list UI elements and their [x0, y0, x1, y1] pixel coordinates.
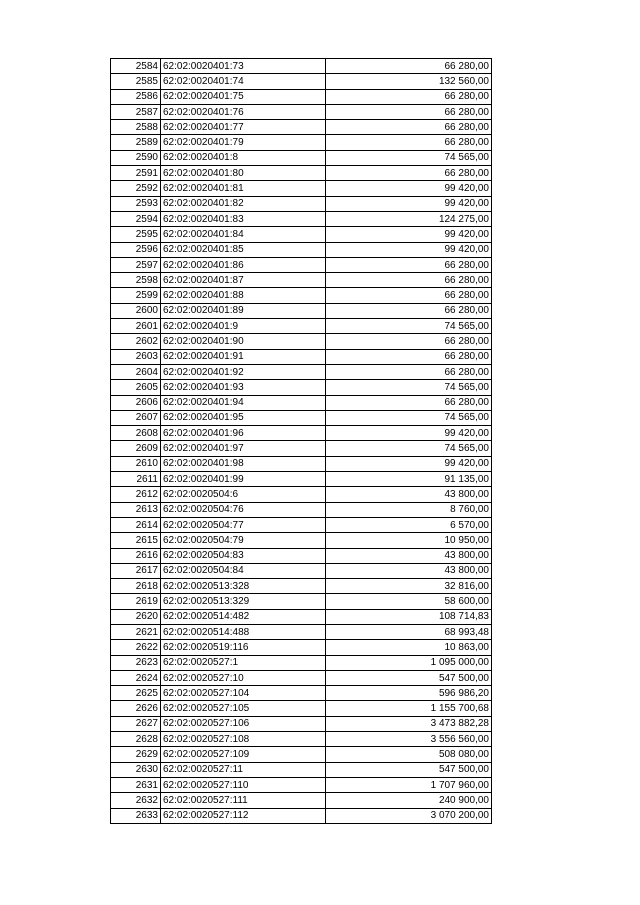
row-number: 2597: [111, 257, 161, 272]
row-number: 2626: [111, 701, 161, 716]
cadastral-value: 1 155 700,68: [326, 701, 492, 716]
cadastral-number: 62:02:0020527:105: [161, 701, 326, 716]
cadastral-value: 1 095 000,00: [326, 655, 492, 670]
table-row: [111, 380, 492, 395]
cadastral-number: 62:02:0020401:77: [161, 120, 326, 135]
row-number: 2633: [111, 808, 161, 823]
row-number: 2590: [111, 150, 161, 165]
table-row: [111, 89, 492, 104]
cadastral-number: 62:02:0020504:6: [161, 487, 326, 502]
cadastral-number: 62:02:0020401:99: [161, 472, 326, 487]
cadastral-value: 66 280,00: [326, 59, 492, 74]
row-number: 2596: [111, 242, 161, 257]
row-number: 2630: [111, 762, 161, 777]
table-row: [111, 487, 492, 502]
row-number: 2594: [111, 211, 161, 226]
table-row: [111, 426, 492, 441]
row-number: 2607: [111, 410, 161, 425]
cadastral-value: 66 280,00: [326, 349, 492, 364]
row-number: 2608: [111, 426, 161, 441]
table-row: [111, 150, 492, 165]
row-number: 2625: [111, 686, 161, 701]
table-row: [111, 441, 492, 456]
cadastral-number: 62:02:0020401:73: [161, 59, 326, 74]
table-row: [111, 609, 492, 624]
row-number: 2613: [111, 502, 161, 517]
cadastral-number: 62:02:0020401:87: [161, 273, 326, 288]
table-row: [111, 273, 492, 288]
cadastral-value: 43 800,00: [326, 487, 492, 502]
cadastral-number: 62:02:0020401:75: [161, 89, 326, 104]
table-row: [111, 364, 492, 379]
cadastral-value: 99 420,00: [326, 181, 492, 196]
cadastral-value: 99 420,00: [326, 456, 492, 471]
cadastral-value: 74 565,00: [326, 441, 492, 456]
cadastral-number: 62:02:0020527:106: [161, 716, 326, 731]
row-number: 2593: [111, 196, 161, 211]
cadastral-value: 108 714,83: [326, 609, 492, 624]
cadastral-value: 8 760,00: [326, 502, 492, 517]
cadastral-value: 547 500,00: [326, 670, 492, 685]
cadastral-number: 62:02:0020401:93: [161, 380, 326, 395]
cadastral-number: 62:02:0020401:80: [161, 166, 326, 181]
table-row: [111, 104, 492, 119]
table-row: [111, 579, 492, 594]
table-row: [111, 701, 492, 716]
table-row: [111, 59, 492, 74]
table-row: [111, 808, 492, 823]
cadastral-value: 68 993,48: [326, 624, 492, 639]
cadastral-value: 547 500,00: [326, 762, 492, 777]
table-row: [111, 319, 492, 334]
cadastral-number: 62:02:0020527:104: [161, 686, 326, 701]
cadastral-value: 43 800,00: [326, 563, 492, 578]
cadastral-value: 6 570,00: [326, 517, 492, 532]
table-row: [111, 196, 492, 211]
table-row: [111, 533, 492, 548]
cadastral-number: 62:02:0020401:74: [161, 74, 326, 89]
row-number: 2603: [111, 349, 161, 364]
row-number: 2616: [111, 548, 161, 563]
cadastral-number: 62:02:0020527:109: [161, 747, 326, 762]
cadastral-number: 62:02:0020401:76: [161, 104, 326, 119]
cadastral-number: 62:02:0020401:79: [161, 135, 326, 150]
cadastral-value: 99 420,00: [326, 227, 492, 242]
cadastral-number: 62:02:0020504:76: [161, 502, 326, 517]
row-number: 2618: [111, 579, 161, 594]
cadastral-number: 62:02:0020514:482: [161, 609, 326, 624]
row-number: 2600: [111, 303, 161, 318]
row-number: 2622: [111, 640, 161, 655]
cadastral-number: 62:02:0020401:9: [161, 319, 326, 334]
cadastral-number: 62:02:0020401:86: [161, 257, 326, 272]
row-number: 2605: [111, 380, 161, 395]
table-row: [111, 762, 492, 777]
table-row: [111, 166, 492, 181]
table-row: [111, 655, 492, 670]
cadastral-value: 596 986,20: [326, 686, 492, 701]
cadastral-number: 62:02:0020401:8: [161, 150, 326, 165]
cadastral-value: 66 280,00: [326, 303, 492, 318]
row-number: 2602: [111, 334, 161, 349]
row-number: 2629: [111, 747, 161, 762]
table-row: [111, 732, 492, 747]
cadastral-value: 66 280,00: [326, 334, 492, 349]
cadastral-value: 1 707 960,00: [326, 777, 492, 792]
row-number: 2609: [111, 441, 161, 456]
cadastral-number: 62:02:0020527:110: [161, 777, 326, 792]
table-row: [111, 349, 492, 364]
table-row: [111, 242, 492, 257]
row-number: 2614: [111, 517, 161, 532]
cadastral-value: 74 565,00: [326, 410, 492, 425]
cadastral-value: 240 900,00: [326, 793, 492, 808]
cadastral-value: 66 280,00: [326, 364, 492, 379]
row-number: 2604: [111, 364, 161, 379]
cadastral-value: 10 950,00: [326, 533, 492, 548]
row-number: 2599: [111, 288, 161, 303]
row-number: 2591: [111, 166, 161, 181]
row-number: 2611: [111, 472, 161, 487]
cadastral-number: 62:02:0020504:83: [161, 548, 326, 563]
row-number: 2585: [111, 74, 161, 89]
cadastral-value: 132 560,00: [326, 74, 492, 89]
table-body: [111, 59, 492, 824]
row-number: 2627: [111, 716, 161, 731]
cadastral-number: 62:02:0020401:90: [161, 334, 326, 349]
cadastral-number: 62:02:0020401:97: [161, 441, 326, 456]
row-number: 2589: [111, 135, 161, 150]
row-number: 2612: [111, 487, 161, 502]
cadastral-number: 62:02:0020504:84: [161, 563, 326, 578]
cadastral-number: 62:02:0020527:111: [161, 793, 326, 808]
cadastre-value-table: [110, 58, 492, 824]
row-number: 2610: [111, 456, 161, 471]
table-row: [111, 594, 492, 609]
cadastral-value: 10 863,00: [326, 640, 492, 655]
cadastral-value: 66 280,00: [326, 104, 492, 119]
cadastral-value: 508 080,00: [326, 747, 492, 762]
cadastral-value: 3 070 200,00: [326, 808, 492, 823]
cadastral-value: 74 565,00: [326, 380, 492, 395]
row-number: 2632: [111, 793, 161, 808]
table-row: [111, 548, 492, 563]
cadastral-number: 62:02:0020519:116: [161, 640, 326, 655]
cadastral-value: 99 420,00: [326, 242, 492, 257]
cadastral-number: 62:02:0020401:98: [161, 456, 326, 471]
cadastral-number: 62:02:0020401:85: [161, 242, 326, 257]
cadastral-number: 62:02:0020527:1: [161, 655, 326, 670]
table-row: [111, 777, 492, 792]
cadastral-value: 66 280,00: [326, 166, 492, 181]
row-number: 2617: [111, 563, 161, 578]
table-row: [111, 120, 492, 135]
row-number: 2628: [111, 732, 161, 747]
table-row: [111, 640, 492, 655]
table-row: [111, 135, 492, 150]
row-number: 2620: [111, 609, 161, 624]
table-row: [111, 257, 492, 272]
row-number: 2601: [111, 319, 161, 334]
table-row: [111, 747, 492, 762]
cadastral-number: 62:02:0020401:96: [161, 426, 326, 441]
table-row: [111, 517, 492, 532]
cadastral-number: 62:02:0020504:79: [161, 533, 326, 548]
table-row: [111, 227, 492, 242]
cadastral-number: 62:02:0020401:83: [161, 211, 326, 226]
table-row: [111, 563, 492, 578]
cadastral-value: 66 280,00: [326, 257, 492, 272]
cadastral-number: 62:02:0020401:81: [161, 181, 326, 196]
cadastral-number: 62:02:0020513:329: [161, 594, 326, 609]
table-row: [111, 303, 492, 318]
cadastral-value: 32 816,00: [326, 579, 492, 594]
cadastral-number: 62:02:0020401:91: [161, 349, 326, 364]
row-number: 2621: [111, 624, 161, 639]
row-number: 2588: [111, 120, 161, 135]
table-row: [111, 716, 492, 731]
cadastral-value: 74 565,00: [326, 150, 492, 165]
cadastral-number: 62:02:0020401:84: [161, 227, 326, 242]
row-number: 2631: [111, 777, 161, 792]
cadastral-number: 62:02:0020527:10: [161, 670, 326, 685]
table-row: [111, 793, 492, 808]
table-row: [111, 624, 492, 639]
cadastral-number: 62:02:0020513:328: [161, 579, 326, 594]
row-number: 2584: [111, 59, 161, 74]
cadastral-value: 91 135,00: [326, 472, 492, 487]
row-number: 2606: [111, 395, 161, 410]
cadastral-number: 62:02:0020401:88: [161, 288, 326, 303]
table-row: [111, 211, 492, 226]
table-row: [111, 181, 492, 196]
cadastral-number: 62:02:0020401:89: [161, 303, 326, 318]
table-row: [111, 410, 492, 425]
row-number: 2615: [111, 533, 161, 548]
cadastral-value: 66 280,00: [326, 89, 492, 104]
row-number: 2619: [111, 594, 161, 609]
cadastral-value: 66 280,00: [326, 135, 492, 150]
cadastral-value: 99 420,00: [326, 196, 492, 211]
cadastral-value: 74 565,00: [326, 319, 492, 334]
cadastral-value: 3 556 560,00: [326, 732, 492, 747]
cadastral-number: 62:02:0020401:95: [161, 410, 326, 425]
row-number: 2595: [111, 227, 161, 242]
cadastral-number: 62:02:0020527:112: [161, 808, 326, 823]
table-row: [111, 334, 492, 349]
table-row: [111, 456, 492, 471]
cadastral-value: 66 280,00: [326, 288, 492, 303]
cadastral-value: 124 275,00: [326, 211, 492, 226]
cadastral-value: 66 280,00: [326, 120, 492, 135]
row-number: 2586: [111, 89, 161, 104]
row-number: 2598: [111, 273, 161, 288]
cadastral-number: 62:02:0020401:82: [161, 196, 326, 211]
table-row: [111, 74, 492, 89]
table-row: [111, 288, 492, 303]
cadastral-number: 62:02:0020401:94: [161, 395, 326, 410]
row-number: 2592: [111, 181, 161, 196]
cadastral-value: 66 280,00: [326, 273, 492, 288]
cadastral-value: 58 600,00: [326, 594, 492, 609]
cadastral-value: 43 800,00: [326, 548, 492, 563]
row-number: 2587: [111, 104, 161, 119]
table-row: [111, 686, 492, 701]
row-number: 2623: [111, 655, 161, 670]
cadastral-value: 66 280,00: [326, 395, 492, 410]
table-row: [111, 472, 492, 487]
table-row: [111, 395, 492, 410]
table-row: [111, 670, 492, 685]
cadastral-number: 62:02:0020514:488: [161, 624, 326, 639]
cadastral-number: 62:02:0020504:77: [161, 517, 326, 532]
cadastral-value: 99 420,00: [326, 426, 492, 441]
cadastral-number: 62:02:0020401:92: [161, 364, 326, 379]
table-row: [111, 502, 492, 517]
cadastral-number: 62:02:0020527:108: [161, 732, 326, 747]
cadastral-number: 62:02:0020527:11: [161, 762, 326, 777]
row-number: 2624: [111, 670, 161, 685]
cadastral-value: 3 473 882,28: [326, 716, 492, 731]
